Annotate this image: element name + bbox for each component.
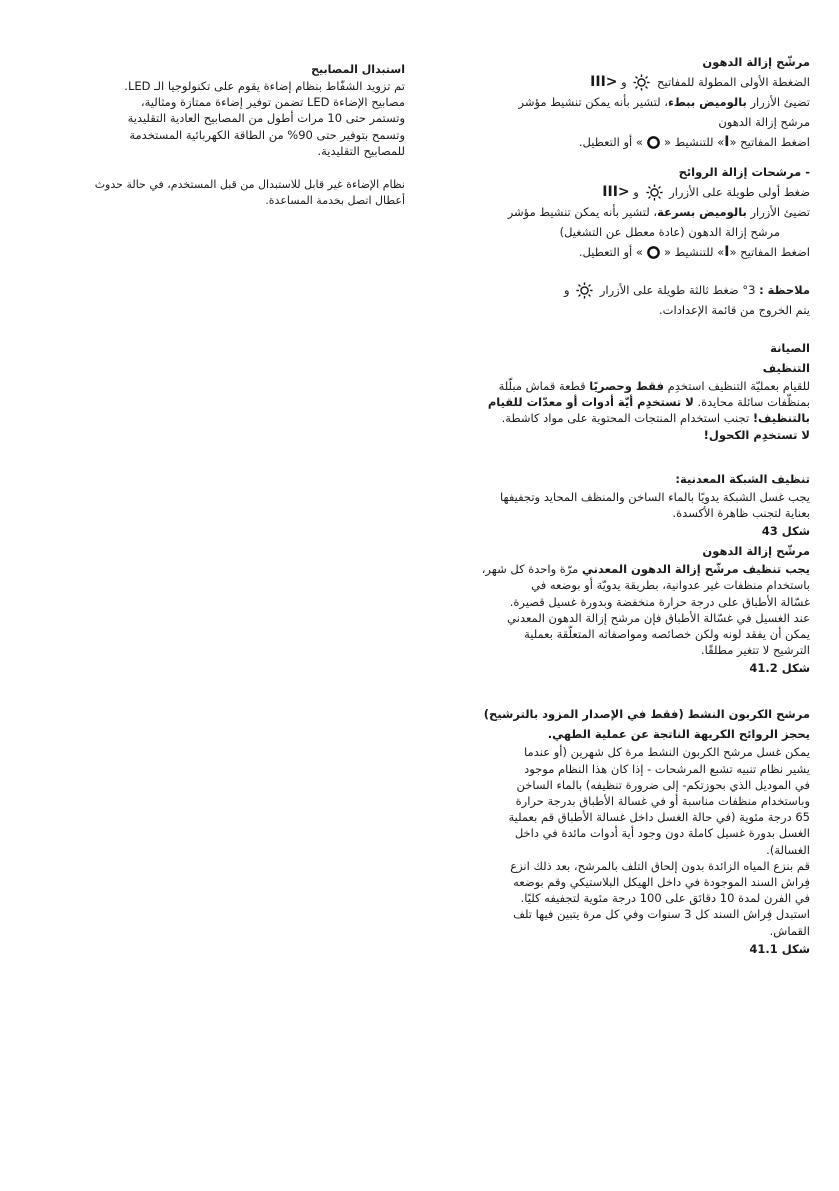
carbon-filter-heading: مرشح الكربون النشط (فقط في الإصدار المزود بالترشيح) <box>483 707 810 722</box>
odor-filter-heading: - مرشحات إزالة الروائح <box>678 165 810 179</box>
grease-filter-maint-paragraph: يجب تنظيف مرشّح إزالة الدهون المعدني مرّة واحدة كل شهر، باستخدام منظفات غير عدوانية، بطريقة يدويّة أو بوضعه في غسّالة الأطباق على درجة حرارة منخفضة وبدورة غسيل قصيرة. عند الغسيل في غسّالة الأطباق فإن مرشح إزالة الدهون المعدني يمكن أن يفقد لونه ولكن خصائصه ومواصفاته المتعلّقة بعملية الترشيح لا تتغير مطلقًا. <box>481 562 810 658</box>
odor-filter-line-3: مرشح إزالة الدهون (عادة معطل عن التشغيل) <box>559 225 780 239</box>
power-off-icon <box>646 135 661 150</box>
mesh-cleaning-paragraph: يجب غسل الشبكة يدويًا بالماء الساخن والمنظف المحايد وتجفيفها بعناية لتجنب ظاهرة الأكسدة. <box>500 489 810 521</box>
lamp-note-paragraph: نظام الإضاءة غير قابل للاستبدال من قبل المستخدم، في حالة حدوث أعطال اتصل بخدمة المساعدة. <box>94 178 405 208</box>
note-line-2: يتم الخروج من قائمة الإعدادات. <box>659 303 810 317</box>
cleaning-heading: التنظيف <box>762 361 810 375</box>
figure-ref: شكل 41.1 <box>749 941 810 956</box>
light-icon <box>633 74 650 91</box>
grease-filter-line-1: الضغطة الأولى المطولة للمفاتيح و III> <box>590 74 810 90</box>
carbon-filter-paragraph: يمكن غسل مرشح الكربون النشط مرة كل شهرين (أو عندما يشير نظام تنبيه تشبع المرشحات - إذا كان هذا النظام موجود في الموديل الذي بحوزتكم- إلى ضرورة تنظيفه) بالماء الساخن وباستخدام منظفات مناسبة أو في غسالة الأطباق بدرجة حرارة 65 درجة مئوية (في حالة الغسل داخل غسالة الأطباق قم بعملية الغسل بدورة غسيل كاملة دون وجود أية أدوات مائدة في داخل الغسالة). قم بنزع المياه الزائدة بدون إلحاق التلف بالمرشح، بعد ذلك انزع فِراش السند الموجودة في داخل الهيكل البلاستيكي وقم بوضعه في الفرن لمدة 10 دقائق على 100 درجة مئوية لتجفيفه كليًا. استبدل فِراش السند كل 3 سنوات وفي كل مرة يتبين فيها تلف القماش. <box>508 745 810 938</box>
grease-filter-line-4: اضغط المفاتيح «I» للتنشيط «» أو التعطيل. <box>578 134 810 150</box>
note-line-1: ملاحظة : 3° ضغط ثالثة طويلة على الأزرار و <box>563 283 810 297</box>
mesh-cleaning-heading: تنظيف الشبكة المعدنية: <box>675 471 810 486</box>
grease-filter-line-3: مرشح إزالة الدهون <box>718 115 810 129</box>
odor-filter-line-2: تضيئ الأزرار بالوميض بسرعة، لتشير بأنه يمكن تنشيط مؤشر <box>507 205 810 219</box>
light-icon <box>576 282 593 299</box>
odor-filter-line-4: اضغط المفاتيح «I» للتنشيط «» أو التعطيل. <box>578 244 810 260</box>
grease-filter-line-2: تضيئ الأزرار بالوميض ببطء، لتشير بأنه يمكن تنشيط مؤشر <box>518 95 810 109</box>
power-off-icon <box>646 245 661 260</box>
power-symbol: I <box>724 244 730 260</box>
grease-filter-maint-heading: مرشّح إزالة الدهون <box>702 544 810 559</box>
lamp-paragraph: تم تزويد الشفّاط بنظام إضاءة يقوم على تكنولوجيا الـ LED. مصابيح الإضاءة LED تضمن توفير إضاءة ممتازة ومثالية، وتستمر حتى 10 مرات أطول من المصابيح العادية التقليدية وتسمح بتوفير حتى 90% من الطاقة الكهربائية المستخدمة للمصابيح التقليدية. <box>124 79 405 158</box>
maintenance-heading: الصيانة <box>770 341 810 355</box>
light-icon <box>646 184 663 201</box>
speed-symbol: III> <box>590 74 618 90</box>
speed-symbol: III> <box>602 184 630 200</box>
grease-filter-heading: مرشّح إزالة الدهون <box>702 55 810 69</box>
cleaning-paragraph: للقيام بعمليّة التنظيف استخدِم فقط وحصريًا قطعة قماش مبلّلة بمنظّفات سائلة محايدة. لا تستخدِم أيّة أدوات أو معدّات للقيام بالتنظيف! تجنب استخدام المنتجات المحتوية على مواد كاشطة. لا تستخدِم الكحول! <box>487 379 810 442</box>
right-column <box>430 52 810 959</box>
power-symbol: I <box>724 134 730 150</box>
carbon-filter-subheading: يحجز الروائح الكريهة الناتجة عن عملية الطهي. <box>547 727 810 742</box>
lamp-replacement-heading: استبدال المصابيح <box>311 63 405 76</box>
figure-ref: شكل 43 <box>761 524 810 539</box>
odor-filter-line-1: ضغط أولى طويلة على الأزرار و III> <box>602 184 810 200</box>
left-column <box>50 62 405 209</box>
figure-ref: شكل 41.2 <box>749 661 810 676</box>
